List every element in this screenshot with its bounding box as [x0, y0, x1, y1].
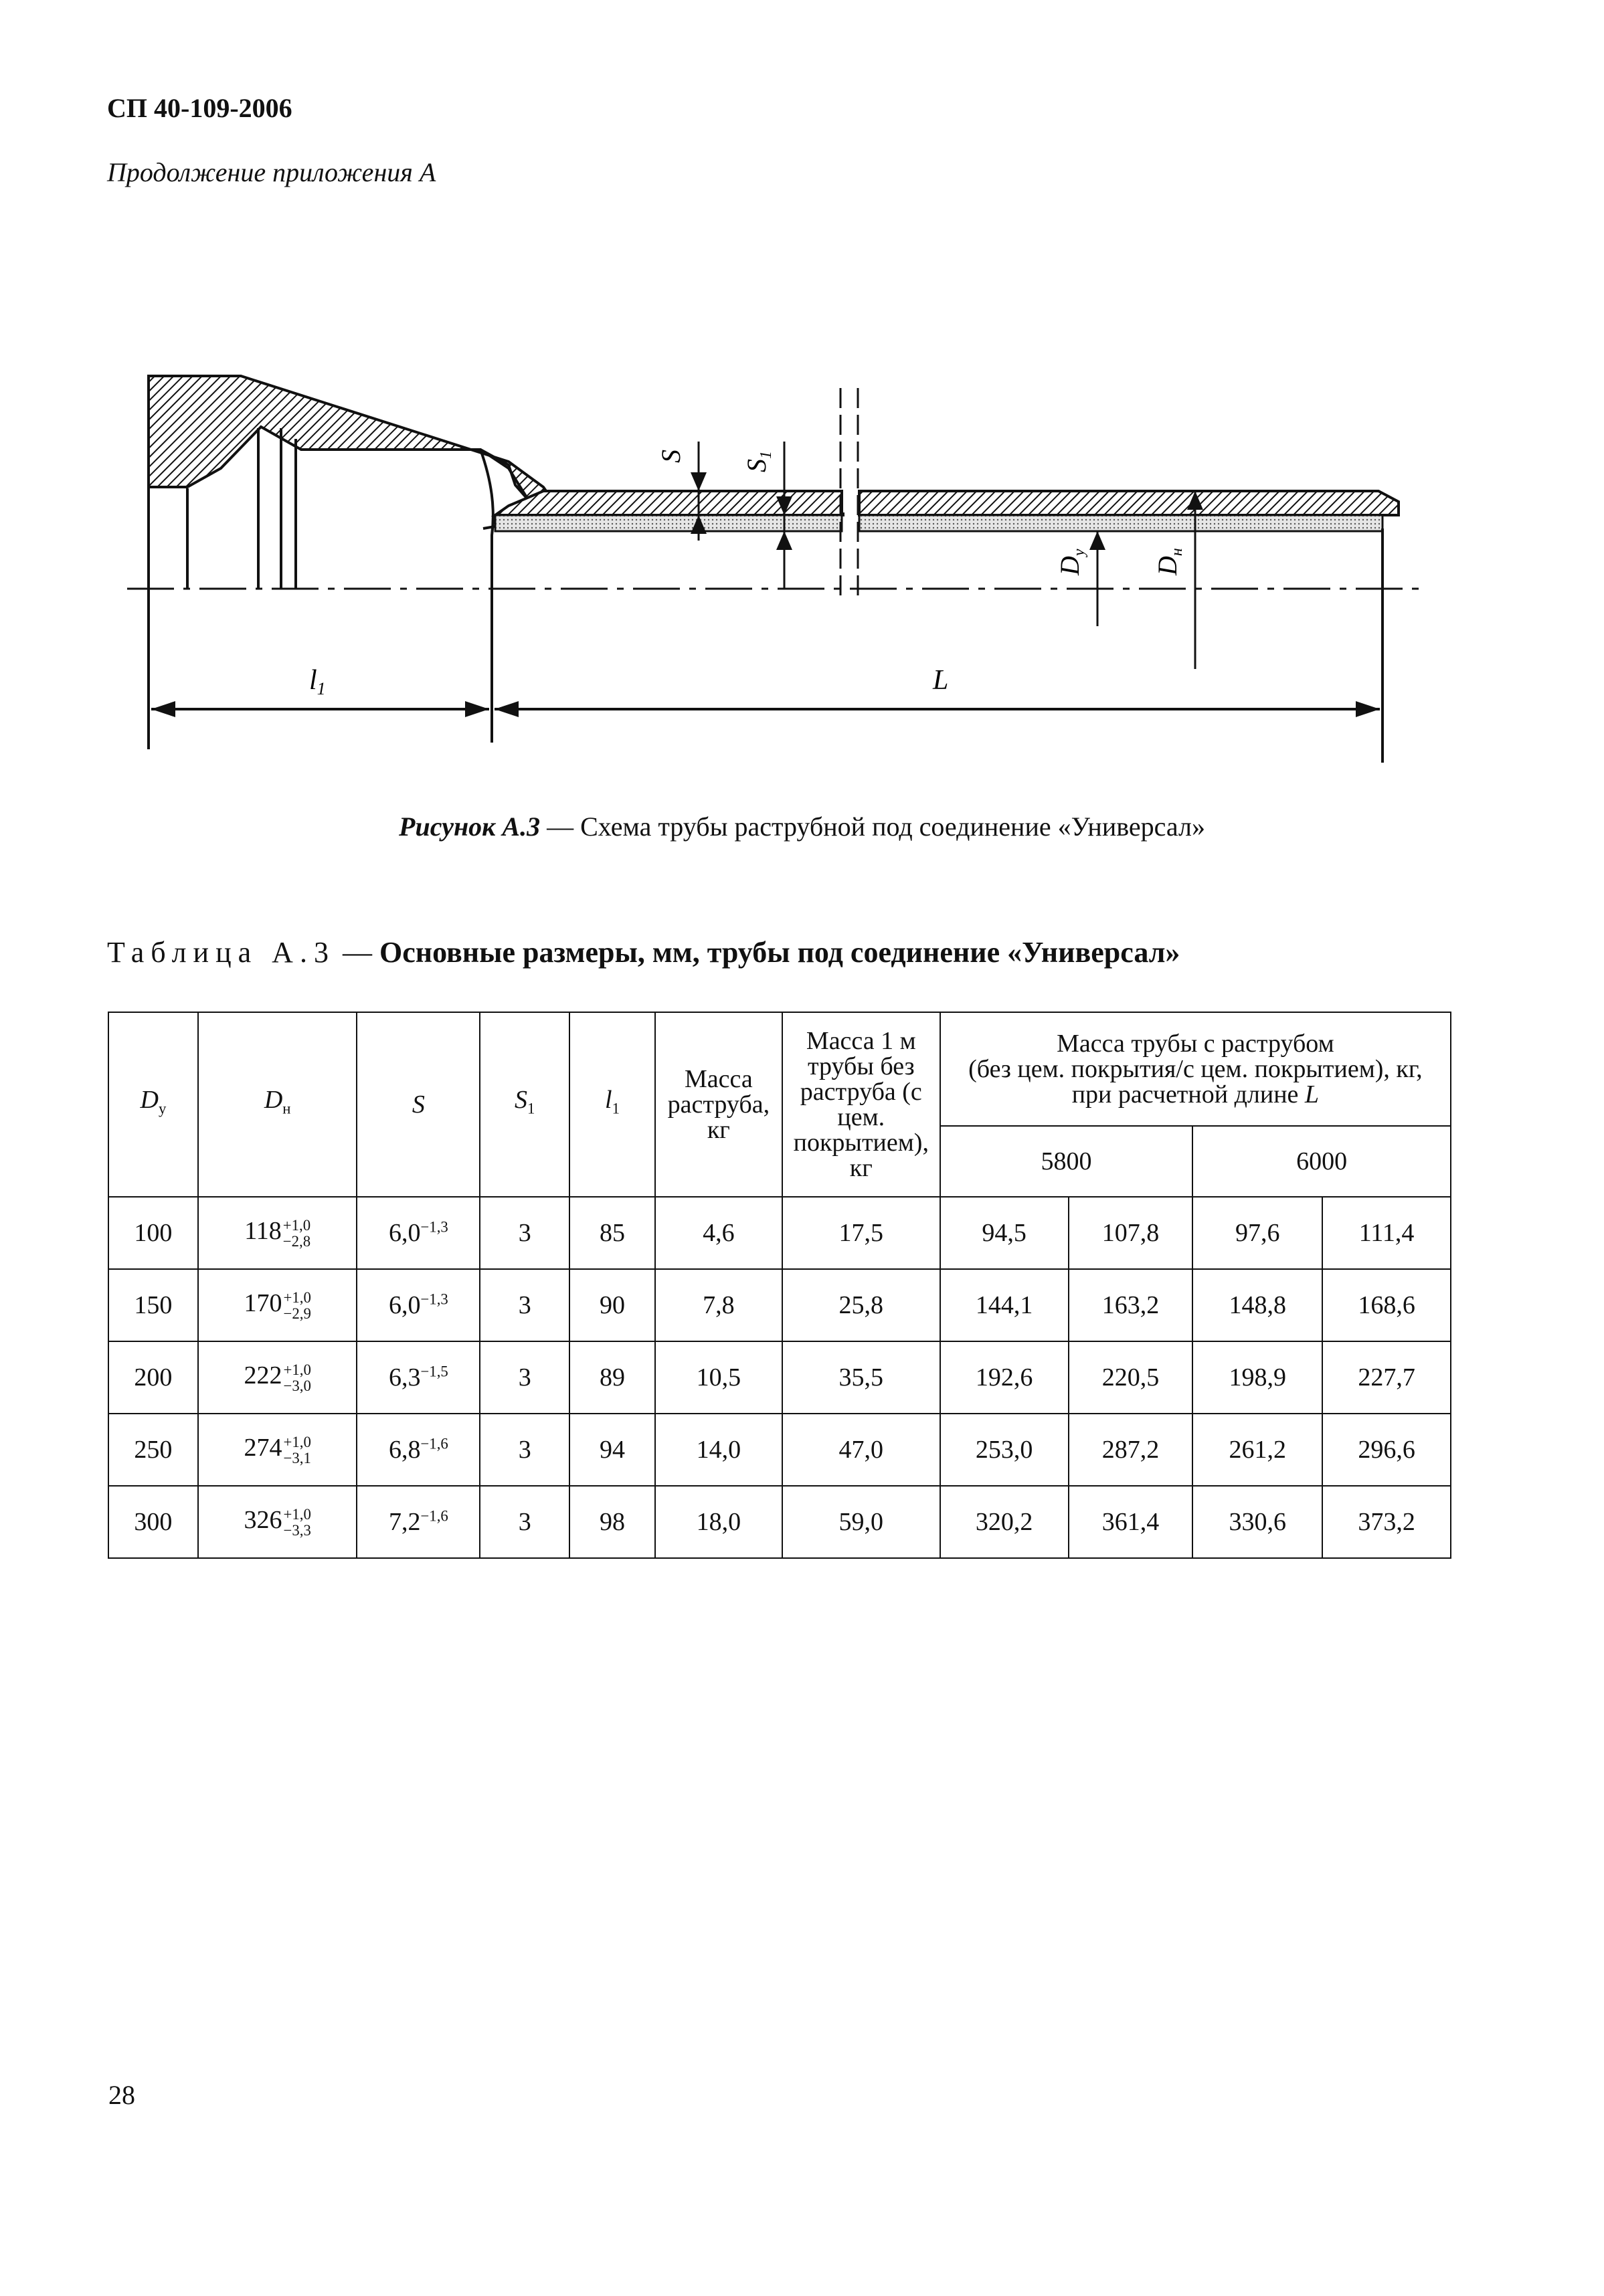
header-s1: $S_1$ [480, 1012, 569, 1197]
table-row [108, 1269, 1451, 1341]
cell-mass-per-meter: 17,5 [782, 1197, 940, 1269]
cell-mass-5800-coated: 361,4 [1069, 1486, 1193, 1558]
dimensions-table [108, 1012, 1451, 1559]
figure-caption [0, 811, 1604, 842]
table-title [107, 935, 1180, 969]
dimension-Dn-label: $D_н$ [1152, 548, 1186, 575]
cell-dn: 118 +1,0 −2,8 [198, 1197, 357, 1269]
dimension-S1-label: $S_1$ [741, 451, 775, 472]
cell-l1: 90 [569, 1269, 655, 1341]
dimension-L-label: L [933, 665, 949, 696]
figure-caption-label: Рисунок А.3 [399, 811, 541, 842]
cell-dn: 222 +1,0 −3,0 [198, 1341, 357, 1414]
cell-dn: 274 +1,0 −3,1 [198, 1414, 357, 1486]
cell-mass-per-meter: 59,0 [782, 1486, 940, 1558]
header-socket-mass: Масса раструба, кг [655, 1012, 782, 1197]
cell-dy: 300 [108, 1486, 198, 1558]
cell-s1: 3 [480, 1341, 569, 1414]
cell-mass-6000-coated: 111,4 [1322, 1197, 1451, 1269]
cell-mass-6000-uncoated: 261,2 [1192, 1414, 1322, 1486]
cell-s1: 3 [480, 1197, 569, 1269]
cell-dn: 326 +1,0 −3,3 [198, 1486, 357, 1558]
figure-caption-text: — Схема трубы раструбной под соединение «Универсал» [540, 811, 1205, 842]
table-row [108, 1197, 1451, 1269]
arrowhead [1089, 531, 1105, 550]
cell-s: $6,0^{-1,3}$ [357, 1269, 480, 1341]
document-code: СП 40-109-2006 [107, 93, 292, 123]
cement-coating-right [859, 515, 1383, 531]
header-l1: $l_1$ [569, 1012, 655, 1197]
table-row [108, 1486, 1451, 1558]
header-dn: $D_н$ [198, 1012, 357, 1197]
header-pipe-mass: Масса трубы с раструбом (без цем. покрытия/с цем. покрытием), кг, при расчетной длине L [940, 1012, 1451, 1126]
arrowhead [151, 701, 175, 717]
cell-s: $6,0^{-1,3}$ [357, 1197, 480, 1269]
cell-mass-6000-uncoated: 148,8 [1192, 1269, 1322, 1341]
cell-mass-5800-coated: 107,8 [1069, 1197, 1193, 1269]
table-title-dash: — [335, 936, 379, 969]
cell-s: $7,2^{-1,6}$ [357, 1486, 480, 1558]
cell-s: $6,3^{-1,5}$ [357, 1341, 480, 1414]
header-dy: $D_у$ [108, 1012, 198, 1197]
cell-mass-6000-coated: 296,6 [1322, 1414, 1451, 1486]
cell-mass-6000-coated: 373,2 [1322, 1486, 1451, 1558]
cell-mass-6000-coated: 168,6 [1322, 1269, 1451, 1341]
cell-mass-6000-uncoated: 97,6 [1192, 1197, 1322, 1269]
cell-dn: 170 +1,0 −2,9 [198, 1269, 357, 1341]
cell-mass-5800-uncoated: 320,2 [940, 1486, 1069, 1558]
cell-s: $6,8^{-1,6}$ [357, 1414, 480, 1486]
cell-l1: 85 [569, 1197, 655, 1269]
dimension-l1-label: l1 [309, 665, 326, 698]
cell-l1: 94 [569, 1414, 655, 1486]
cell-mass-5800-coated: 163,2 [1069, 1269, 1193, 1341]
cell-socket-mass: 4,6 [655, 1197, 782, 1269]
header-s: S [357, 1012, 480, 1197]
table-row [108, 1341, 1451, 1414]
cell-mass-6000-uncoated: 198,9 [1192, 1341, 1322, 1414]
cell-dy: 200 [108, 1341, 198, 1414]
cell-mass-6000-coated: 227,7 [1322, 1341, 1451, 1414]
cell-mass-5800-coated: 287,2 [1069, 1414, 1193, 1486]
header-mass-per-meter: Масса 1 м трубы без раструба (с цем. покрытием), кг [782, 1012, 940, 1197]
cell-mass-5800-uncoated: 94,5 [940, 1197, 1069, 1269]
table-title-text: Основные размеры, мм, трубы под соединение «Универсал» [379, 936, 1180, 969]
cell-dy: 150 [108, 1269, 198, 1341]
table-title-label: Таблица А.3 [107, 936, 335, 969]
socket-outer-curve [480, 450, 493, 589]
cell-socket-mass: 7,8 [655, 1269, 782, 1341]
appendix-continuation: Продолжение приложения А [107, 157, 436, 187]
cell-mass-5800-uncoated: 253,0 [940, 1414, 1069, 1486]
arrowhead [1356, 701, 1380, 717]
dimension-S-label: S [656, 450, 686, 463]
cell-s1: 3 [480, 1414, 569, 1486]
cell-dy: 100 [108, 1197, 198, 1269]
arrowhead [465, 701, 489, 717]
table-row [108, 1414, 1451, 1486]
header-length-6000: 6000 [1192, 1126, 1451, 1197]
cell-socket-mass: 14,0 [655, 1414, 782, 1486]
cell-mass-5800-uncoated: 144,1 [940, 1269, 1069, 1341]
cell-mass-per-meter: 25,8 [782, 1269, 940, 1341]
cement-coating-left [495, 515, 842, 531]
cell-mass-5800-coated: 220,5 [1069, 1341, 1193, 1414]
cell-mass-6000-uncoated: 330,6 [1192, 1486, 1322, 1558]
cell-socket-mass: 18,0 [655, 1486, 782, 1558]
header-length-5800: 5800 [940, 1126, 1193, 1197]
cell-mass-per-meter: 35,5 [782, 1341, 940, 1414]
pipe-wall-right [859, 491, 1399, 515]
cell-l1: 98 [569, 1486, 655, 1558]
cell-mass-per-meter: 47,0 [782, 1414, 940, 1486]
arrowhead [691, 472, 707, 491]
arrowhead [776, 531, 792, 550]
cell-s1: 3 [480, 1269, 569, 1341]
cell-mass-5800-uncoated: 192,6 [940, 1341, 1069, 1414]
cell-socket-mass: 10,5 [655, 1341, 782, 1414]
cell-l1: 89 [569, 1341, 655, 1414]
cell-s1: 3 [480, 1486, 569, 1558]
dimension-Dy-label: $D_у$ [1055, 549, 1088, 575]
arrowhead [495, 701, 519, 717]
pipe-scheme-figure [0, 0, 1604, 789]
cell-dy: 250 [108, 1414, 198, 1486]
page-number: 28 [108, 2080, 135, 2110]
pipe-wall-left [495, 491, 842, 515]
